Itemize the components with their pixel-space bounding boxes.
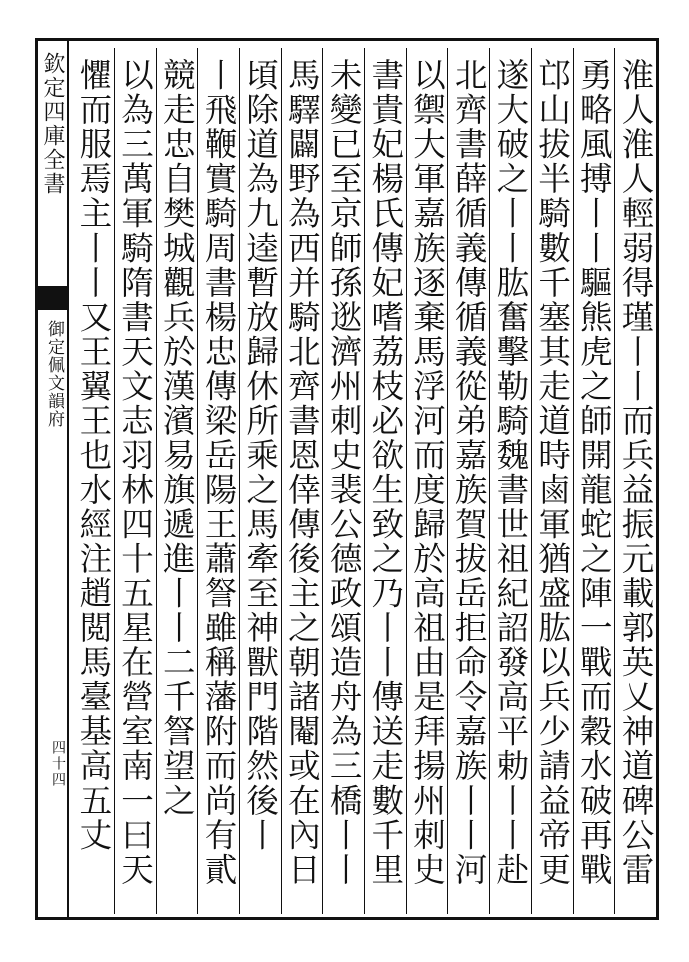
text-column: 淮人淮人輕弱得瑾丨丨而兵益振元載郭英乂神道碑公雷: [614, 48, 656, 914]
running-title: 御定佩文韻府: [44, 320, 64, 428]
text-column: 遂大破之丨丨肱奮擊勒騎魏書世祖紀詔發高平勅丨丨赴: [489, 48, 531, 914]
text-column: 未變已至京師孫逖濟州刺史裴公德政頌造舟為三橋丨丨: [322, 48, 364, 914]
text-column: 邙山拔半騎數千塞其走道時鹵軍猶盛肱以兵少請益帝更: [531, 48, 573, 914]
text-column: 北齊書薛循義傳循義從弟嘉族賀拔岳拒命令嘉族丨丨河: [447, 48, 489, 914]
text-body: [72, 48, 656, 914]
text-column: 以為三萬軍騎隋書天文志羽林四十五星在營室南一曰天: [114, 48, 156, 914]
book-series-title: 欽定四庫全書: [40, 52, 65, 196]
text-column: 競走忠自樊城觀兵於漢濱易旗遞進丨丨二千詧望之: [156, 48, 198, 914]
text-column: 以禦大軍嘉族逐棄馬浮河而度歸於高祖由是拜揚州刺史: [406, 48, 448, 914]
page-number: 四十四: [50, 740, 66, 788]
text-column: 丨飛鞭實騎周書楊忠傳梁岳陽王蕭詧雖稱藩附而尚有貳: [197, 48, 239, 914]
text-column: 書貴妃楊氏傳妃嗜荔枝必欲生致之乃丨丨傳送走數千里: [364, 48, 406, 914]
text-column: 勇略風搏丨丨驅熊虎之師開龍蛇之陣一戰而穀水破再戰: [573, 48, 615, 914]
fishtail-mark: [35, 286, 69, 310]
text-column: 懼而服焉主丨丨又王翼王也水經注趙閲馬臺基高五丈: [74, 58, 113, 853]
text-column: 頃除道為九逵暫放歸休所乘之馬牽至神獸門階然後丨: [239, 48, 281, 914]
text-column: 馬驛闢野為西并騎北齊書恩倖傳後主之朝諸閹或在內日: [281, 48, 323, 914]
